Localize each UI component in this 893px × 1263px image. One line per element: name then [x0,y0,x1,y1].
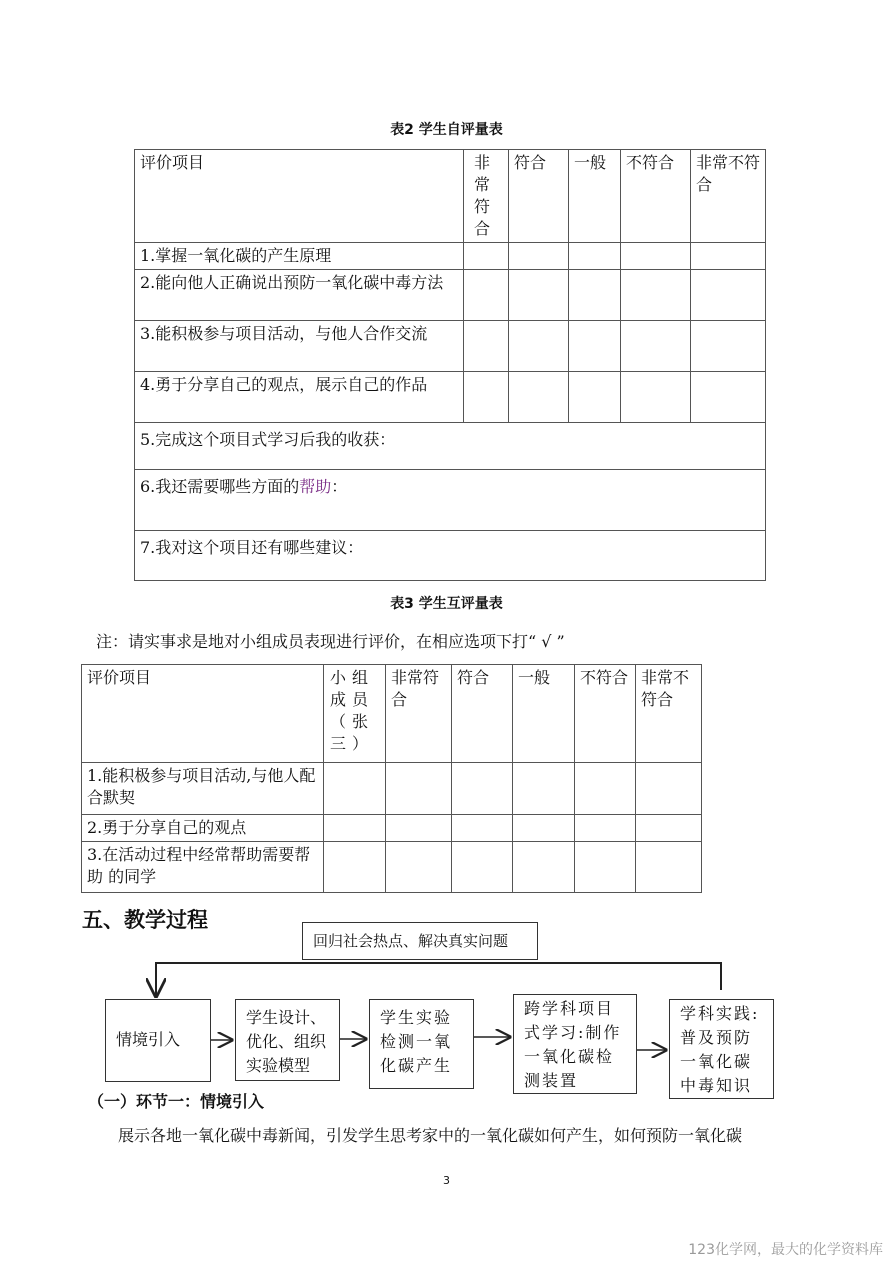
section-title: 五、教学过程 [82,907,208,932]
header-eval-item: 评价项目 [135,150,464,243]
row-label: 3.在活动过程中经常帮助需要帮助 的同学 [82,842,324,893]
flow-step-1: 情境引入 [105,999,211,1082]
subsection-title: （一）环节一：情境引入 [88,1092,265,1111]
header-fit: 符合 [452,665,513,763]
flow-step-3: 学生实验检测一氧化碳产生 [369,999,474,1089]
row-label: 3.能积极参与项目活动，与他人合作交流 [135,321,464,372]
flow-top-box: 回归社会热点、解决真实问题 [302,922,538,960]
header-not-fit: 不符合 [621,150,691,243]
header-fit: 符合 [509,150,569,243]
table3-note: 注：请实事求是地对小组成员表现进行评价，在相应选项下打“ √ ” [96,632,565,651]
header-average: 一般 [569,150,621,243]
flow-step-5: 学科实践:普及预防一氧化碳中毒知识 [669,999,774,1099]
watermark: 123化学网，最大的化学资料库 [688,1242,883,1258]
header-member: 小组成员（张三） [324,665,386,763]
header-very-not-fit: 非常不符合 [636,665,702,763]
header-very-fit: 非常符合 [464,150,509,243]
flow-step-4: 跨学科项目式学习:制作一氧化碳检测装置 [513,994,637,1094]
header-very-not-fit: 非常不符合 [691,150,766,243]
row-label: 1.能积极参与项目活动,与他人配 合默契 [82,763,324,815]
header-not-fit: 不符合 [575,665,636,763]
question-harvest: 5.完成这个项目式学习后我的收获： [135,423,766,470]
body-paragraph: 展示各地一氧化碳中毒新闻，引发学生思考家中的一氧化碳如何产生，如何预防一氧化碳 [118,1126,743,1145]
feedback-arrow [156,963,721,996]
row-label: 2.勇于分享自己的观点 [82,815,324,842]
table2-caption: 表2 学生自评量表 [390,122,503,138]
question-suggestion: 7.我对这个项目还有哪些建议： [135,531,766,581]
page-number: 3 [443,1174,450,1187]
row-label: 2.能向他人正确说出预防一氧化碳中毒方法 [135,270,464,321]
row-label: 4.勇于分享自己的观点，展示自己的作品 [135,372,464,423]
flow-step-2: 学生设计、优化、组织实验模型 [235,999,340,1081]
header-very-fit: 非常符合 [386,665,452,763]
row-label: 1.掌握一氧化碳的产生原理 [135,243,464,270]
question-help: 6.我还需要哪些方面的帮助： [135,470,766,531]
header-eval-item: 评价项目 [82,665,324,763]
header-average: 一般 [513,665,575,763]
help-text: 帮助 [299,477,332,496]
table3-caption: 表3 学生互评量表 [390,596,503,612]
